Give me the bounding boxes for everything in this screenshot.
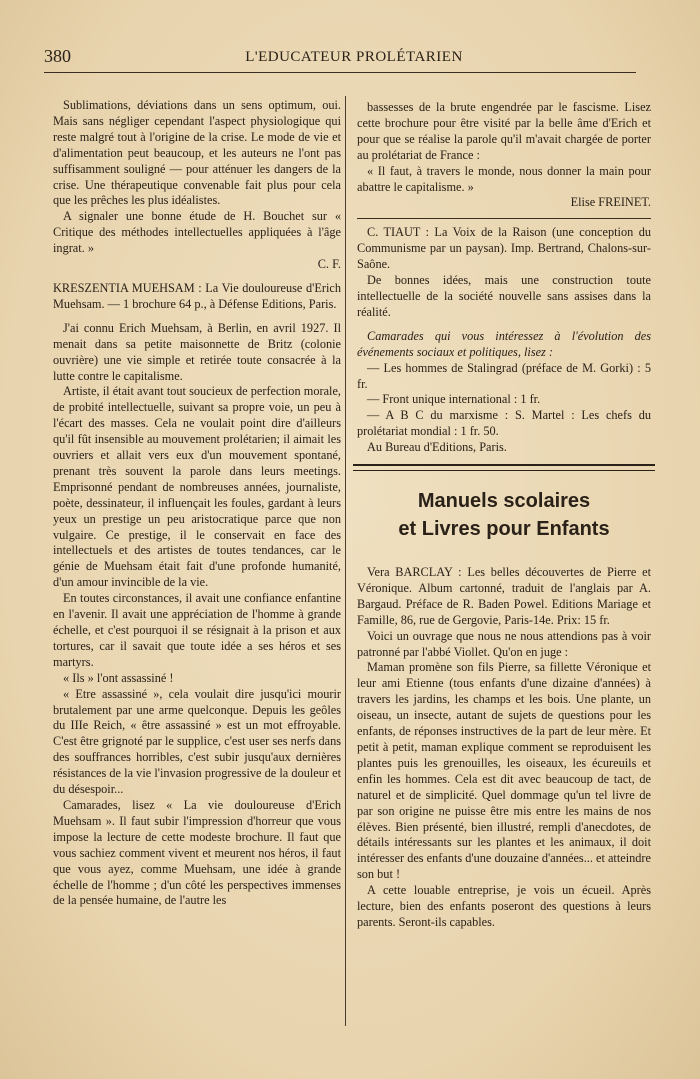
paragraph: Voici un ouvrage que nous ne nous attendions pas à voir patronné par l'abbé Viollet. Qu'on en juge :	[357, 628, 651, 659]
section-title	[357, 487, 651, 543]
paragraph: J'ai connu Erich Muehsam, à Berlin, en avril 1927. Il menait dans sa petite maisonnette de Britz (colonie ouvrière) une vie simple et retirée toute consacrée à la lutte contre le capitalisme.	[53, 320, 341, 383]
section-title-line: Manuels scolaires	[417, 490, 591, 513]
reading-list-intro: Camarades qui vous intéressez à l'évolution des événements sociaux et politiques, lisez :	[357, 328, 651, 359]
section-title-line: et Livres pour Enfants	[398, 518, 610, 541]
list-item: — Front unique international : 1 fr.	[367, 392, 541, 407]
paragraph: Camarades, lisez « La vie douloureuse d'Erich Muehsam ». Il faut subir l'impression d'horreur que vous impose la lecture de cette modeste brochure. Il faut que vous sachiez comment vivent et meurent nos héros, il faut que vous ayez, comme Muehsam, une idée à grande échelle de l'homme ; d'un côté les perspectives immenses de la pensée humaine, de l'autre les	[53, 797, 341, 908]
page-number: 380	[44, 46, 71, 66]
header-rule	[44, 72, 636, 73]
paragraph: A cette louable entreprise, je vois un écueil. Après lecture, bien des enfants poseront des questions à leurs parents. Seront-ils capables.	[357, 883, 651, 929]
paragraph: « Ils » l'ont assassiné !	[63, 670, 174, 685]
column-divider	[345, 96, 346, 1026]
signature: C. F.	[317, 257, 341, 272]
paragraph: Sublimations, déviations dans un sens optimum, oui. Mais sans négliger cependant l'aspect physiologique qui reste malgré tout à l'origine de la crise. Le mode de vie et d'alimentation peut beaucoup, et les auteurs ne l'ont pas suffisamment souligné — pour atténuer les dangers de la crise. Une thérapeutique convenable fait plus pour cela que les prêches les plus idéalistes.	[53, 98, 341, 208]
list-item: — Les hommes de Stalingrad (préface de M. Gorki) : 5 fr.	[357, 360, 651, 391]
book-reference: C. TIAUT : La Voix de la Raison (une conception du Communisme par un paysan). Imp. Bertrand, Chalons-sur-Saône.	[357, 225, 651, 272]
quote: « Il faut, à travers le monde, nous donner la main pour abattre le capitalisme. »	[357, 163, 651, 194]
paragraph: « Etre assassiné », cela voulait dire jusqu'ici mourir brutalement par une arme quelconque. Depuis les geôles du IIIe Reich, « être assassiné » est un mot effroyable. C'est être grignoté par le supplice, c'est user ses nerfs dans des souffrances horribles, c'est subir jusqu'aux dernières résistances de la vie l'invasion progressive de la douleur et du désespoir...	[53, 686, 341, 797]
right-column	[357, 100, 651, 931]
paragraph: A signaler une bonne étude de H. Bouchet sur « Critique des méthodes intellectuelles appliquées à l'âge ingrat. »	[53, 209, 341, 256]
list-item: — A B C du marxisme : S. Martel : Les chefs du prolétariat mondial : 1 fr. 50.	[357, 408, 651, 439]
page-header	[44, 46, 664, 72]
running-title: L'EDUCATEUR PROLÉTARIEN	[245, 49, 463, 65]
paragraph: Artiste, il était avant tout soucieux de perfection morale, de probité intellectuelle, suivant sa propre voie, un peu à l'écart des masses. Cela ne voulait point dire d'ailleurs qu'il fût insensible au mouvement prolétarien; il aimait les ouvriers et allait vers eux d'un mouvement spontané, prenant très souvent la parole dans leurs meetings. Emprisonné pendant de nombreuses années, journaliste, poète, dessinateur, il influençait les foules, gardant à leurs yeux un prestige un peu aristocratique parce que non vulgaire. Ce prestige, il le conservait en face des intellectuels et des artistes de toutes tendances, car le génie de Muehsam était fait d'une profonde humanité, d'un amour invincible de la vie.	[53, 384, 341, 590]
book-reference: KRESZENTIA MUEHSAM : La Vie douloureuse d'Erich Muehsam. — 1 brochure 64 p., à Défense Editions, Paris.	[53, 280, 341, 311]
paragraph: bassesses de la brute engendrée par le fascisme. Lisez cette brochure pour être visité par la belle âme d'Erich et pour que se réalise la parole qu'il m'avait chargée de porter au prolétariat de France :	[357, 100, 651, 162]
list-item: Au Bureau d'Editions, Paris.	[367, 440, 507, 455]
book-reference: Vera BARCLAY : Les belles découvertes de Pierre et Véronique. Album cartonné, traduit de l'anglais par A. Bargaud. Préface de R. Baden Powel. Editions Mariage et Famille, 86, rue de Gergovie, Paris-14e. Prix: 15 fr.	[357, 565, 651, 627]
section-rule	[353, 464, 655, 471]
paragraph: En toutes circonstances, il avait une confiance enfantine en l'avenir. Il avait une appréciation de l'homme à grande échelle, et c'est pourquoi il se résignait à la prison et aux tortures, car il savait que toute idée a ses héros et ses martyrs.	[53, 591, 341, 669]
paragraph: De bonnes idées, mais une construction toute intellectuelle de la société nouvelle sans assises dans la réalité.	[357, 273, 651, 319]
left-column	[53, 98, 341, 909]
signature: Elise FREINET.	[570, 195, 651, 210]
separator-rule	[357, 218, 651, 219]
paragraph: Maman promène son fils Pierre, sa fillette Véronique et leur ami Etienne (tous enfants d'une dizaine d'années) à travers les jardins, les champs et les bois. Une plante, un oiseau, un insecte, autant de sujets de questions pour les enfants, de réponses instructives de la part de leur mère. Et petit à petit, maman explique comment se reproduisent les plantes puis les grenouilles, les oiseaux, les écureuils et enfin les hommes. Cela est dit avec beaucoup de tact, de naturel et de simplicité. Quel dommage qu'un tel livre de par son origine ne puisse être mis entre les mains de nos élèves. Bien présenté, bien illustré, rempli d'anecdotes, de détails intéressants sur les plantes et les animaux, il doit intéresser des enfants d'une douzaine d'années... et atteindre son but !	[357, 660, 651, 882]
